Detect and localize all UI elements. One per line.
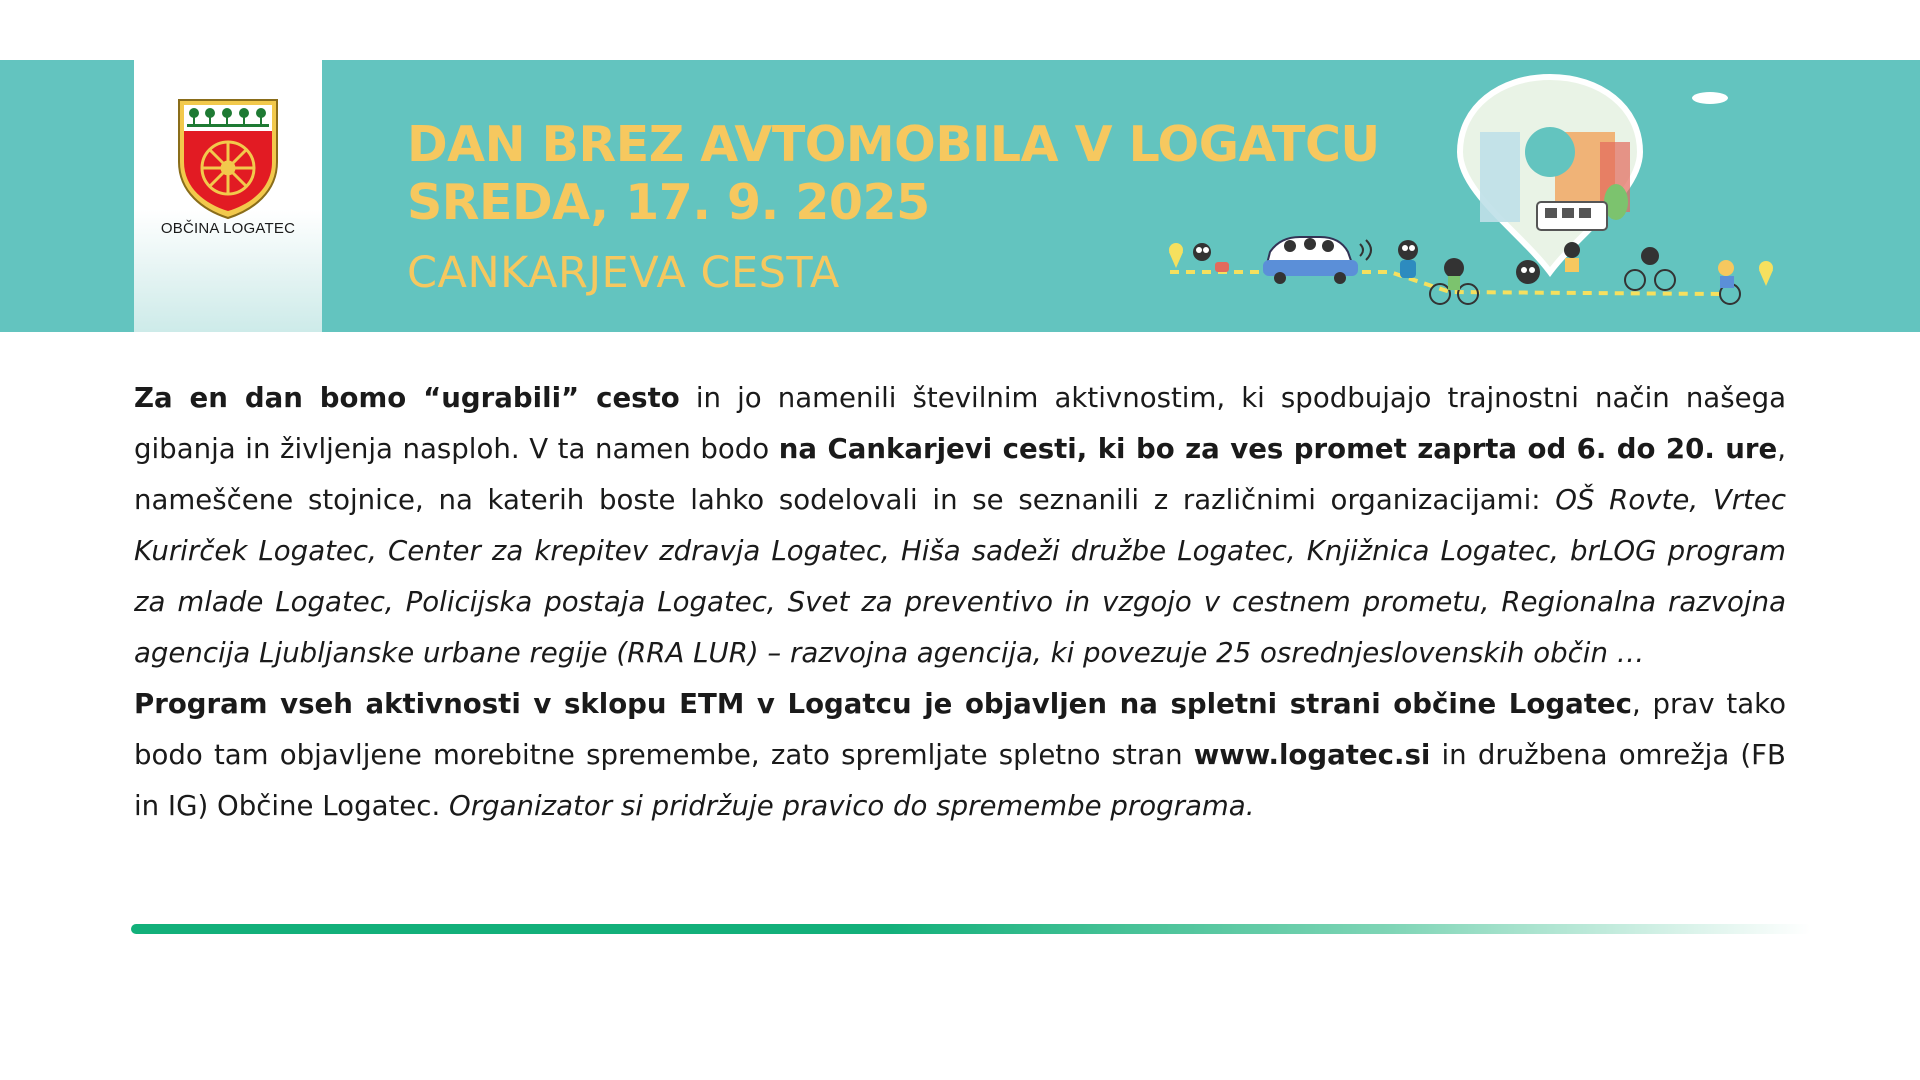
intro-lead: Za en dan bomo “ugrabili” cesto [134,381,680,414]
program-text-1: , prav tako bodo tam objavljene morebitne spremembe, zato spremljate spletno stran [134,687,1786,771]
event-location: CANKARJEVA CESTA [407,248,840,298]
program-text-2: in družbena omrežja (FB in IG) Občine Logatec. [134,738,1786,822]
article-body [134,372,1786,831]
header-banner [0,60,1920,332]
footer-divider [131,924,1811,934]
program-notice: Program vseh aktivnosti v sklopu ETM v Logatcu je objavljen na spletni strani občine Logatec [134,687,1632,720]
organizations-list: OŠ Rovte, Vrtec Kurirček Logatec, Center za krepitev zdravja Logatec, Hiša sadeži družbe Logatec, Knjižnica Logatec, brLOG program za mlade Logatec, Policijska postaja Logatec, Svet za preventivo in vzgojo v cestnem prometu, Regionalna razvojna agencija Ljubljanske urbane regije (RRA LUR) – razvojna agencija, ki povezuje 25 osrednjeslovenskih občin … [134,483,1787,669]
paragraph-program [134,678,1786,831]
coat-of-arms-icon [175,96,281,220]
paragraph-intro [134,372,1786,678]
road-closure-info: na Cankarjevi cesti, ki bo za ves promet zaprta od 6. do 20. ure [778,432,1778,465]
intro-text-2: , nameščene stojnice, na katerih boste lahko sodelovali in se seznanili z različnimi organizacijami: [134,432,1786,516]
municipality-logo-box [134,60,322,332]
event-title: DAN BREZ AVTOMOBILA V LOGATCU [407,116,1380,173]
municipality-name: OBČINA LOGATEC [160,220,296,237]
event-date: SREDA, 17. 9. 2025 [407,174,930,231]
website-link[interactable]: www.logatec.si [1193,738,1431,771]
map-pin-mobility-icon [1160,72,1800,322]
intro-text-1: in jo namenili številnim aktivnostim, ki spodbujajo trajnostni način našega gibanja in življenja nasploh. V ta namen bodo [134,381,1786,465]
organizer-disclaimer: Organizator si pridržuje pravico do spremembe programa. [449,789,1255,822]
